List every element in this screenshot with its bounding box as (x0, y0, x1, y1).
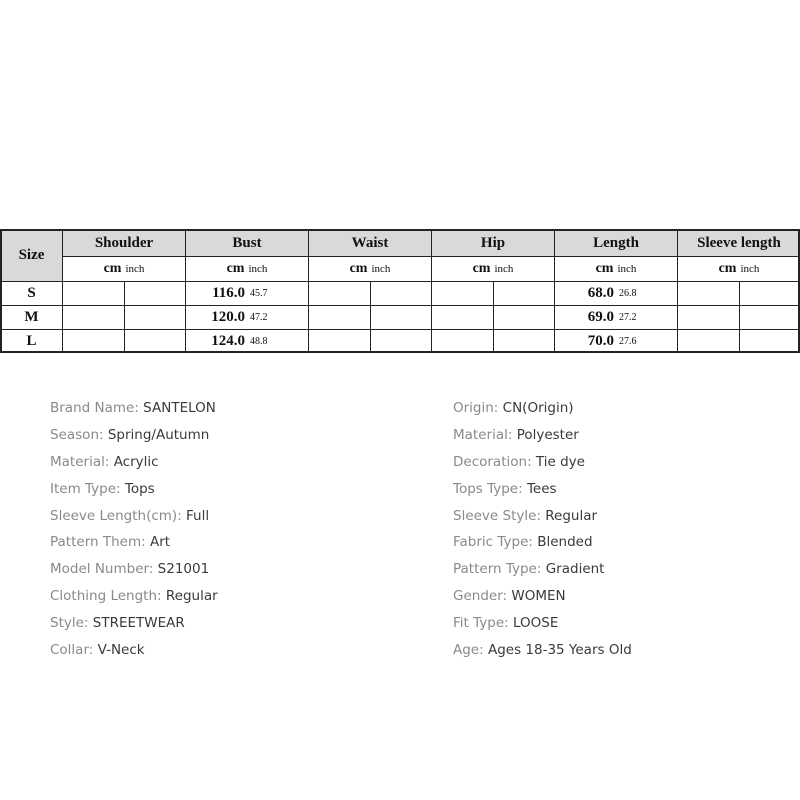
spec-value: CN(Origin) (502, 400, 574, 416)
spec-row (50, 638, 218, 665)
spec-row (50, 584, 218, 611)
spec-row (50, 396, 218, 423)
measurement-cm-cell (62, 281, 124, 305)
spec-label: Origin: (453, 400, 503, 416)
spec-value: Polyester (516, 426, 579, 443)
column-header-label: Hip (480, 234, 506, 251)
measurement-inch-cell (370, 281, 431, 305)
unit-header (554, 256, 677, 281)
spec-value: Spring/Autumn (107, 426, 210, 443)
spec-label: Sleeve Length(cm): (50, 507, 187, 524)
spec-label: Season: (50, 426, 108, 443)
spec-list-right (453, 396, 632, 665)
spec-row (50, 557, 218, 584)
size-cell (0, 281, 62, 305)
spec-row (50, 423, 218, 450)
spec-label: Fit Type: (453, 615, 513, 632)
measurement-cm-cell (554, 329, 616, 353)
measurement-cm-cell (185, 281, 247, 305)
measurement-cm-cell (62, 329, 124, 353)
measurement-inch-value: 48.8 (250, 336, 268, 347)
measurement-cm-cell (308, 281, 370, 305)
spec-row (453, 396, 632, 423)
unit-cm-label: cm (349, 261, 368, 276)
column-header-label: Shoulder (94, 234, 154, 251)
spec-row (453, 504, 632, 531)
spec-value: S21001 (157, 561, 210, 578)
unit-header (185, 256, 308, 281)
measurement-inch-cell (739, 281, 800, 305)
measurement-cm-cell (308, 305, 370, 329)
unit-inch-label: inch (125, 263, 145, 275)
spec-value: Gradient (545, 561, 605, 578)
spec-label: Gender: (453, 588, 512, 605)
spec-value: Ages 18-35 Years Old (487, 642, 632, 659)
spec-label: Material: (453, 426, 517, 443)
measurement-inch-cell (124, 329, 185, 353)
spec-label: Collar: (50, 642, 98, 659)
spec-value: SANTELON (143, 400, 216, 416)
spec-row (50, 611, 218, 638)
unit-cm-label: cm (718, 261, 737, 276)
spec-label: Material: (50, 453, 114, 470)
spec-row (453, 611, 632, 638)
column-header-label: Sleeve length (697, 234, 781, 251)
column-header-label: Length (593, 234, 639, 251)
spec-row (453, 638, 632, 665)
measurement-inch-cell (493, 305, 554, 329)
unit-inch-label: inch (494, 263, 514, 275)
measurement-inch-cell (247, 329, 308, 353)
unit-cm-label: cm (595, 261, 614, 276)
measurement-inch-cell (493, 329, 554, 353)
measurement-cm-cell (308, 329, 370, 353)
measurement-inch-cell (616, 305, 677, 329)
measurement-inch-cell (493, 281, 554, 305)
column-header-label: Waist (351, 234, 389, 251)
spec-value: Regular (545, 507, 598, 524)
spec-label: Clothing Length: (50, 588, 166, 605)
unit-header (431, 256, 554, 281)
measurement-inch-cell (124, 281, 185, 305)
spec-value: Full (186, 507, 210, 524)
spec-row (453, 584, 632, 611)
spec-value: LOOSE (512, 615, 559, 632)
measurement-cm-value: 69.0 (587, 309, 614, 325)
size-chart-table (0, 229, 800, 353)
spec-row (453, 557, 632, 584)
measurement-inch-value: 27.6 (619, 336, 637, 347)
measurement-cm-cell (431, 329, 493, 353)
measurement-cm-value: 70.0 (587, 333, 614, 349)
measurement-inch-cell (739, 329, 800, 353)
spec-label: Model Number: (50, 561, 158, 578)
measurement-cm-value: 120.0 (211, 309, 245, 325)
spec-row (453, 530, 632, 557)
measurement-inch-cell (247, 281, 308, 305)
unit-header (308, 256, 431, 281)
size-header-label: Size (18, 247, 45, 263)
measurement-cm-cell (677, 281, 739, 305)
measurement-cm-value: 116.0 (212, 285, 245, 301)
measurement-inch-cell (616, 281, 677, 305)
spec-label: Brand Name: (50, 400, 144, 416)
unit-inch-label: inch (740, 263, 760, 275)
measurement-inch-value: 27.2 (619, 312, 637, 323)
spec-label: Age: (453, 642, 488, 659)
spec-row (453, 477, 632, 504)
measurement-inch-cell (616, 329, 677, 353)
spec-label: Decoration: (453, 453, 536, 470)
measurement-inch-cell (124, 305, 185, 329)
measurement-cm-cell (554, 305, 616, 329)
measurement-cm-cell (185, 329, 247, 353)
measurement-cm-cell (554, 281, 616, 305)
measurement-cm-cell (431, 305, 493, 329)
spec-value: Regular (165, 588, 218, 605)
spec-value: Art (149, 534, 171, 551)
column-header (62, 229, 185, 256)
unit-inch-label: inch (248, 263, 268, 275)
spec-label: Pattern Type: (453, 561, 546, 578)
spec-value: STREETWEAR (92, 615, 185, 632)
measurement-cm-value: 124.0 (211, 333, 245, 349)
unit-cm-label: cm (103, 261, 122, 276)
column-header (185, 229, 308, 256)
spec-value: Blended (537, 534, 593, 551)
spec-row (50, 450, 218, 477)
spec-row (50, 477, 218, 504)
spec-label: Pattern Them: (50, 534, 150, 551)
column-header (554, 229, 677, 256)
measurement-inch-cell (370, 305, 431, 329)
spec-label: Sleeve Style: (453, 507, 546, 524)
unit-inch-label: inch (617, 263, 637, 275)
measurement-inch-value: 47.2 (250, 312, 268, 323)
spec-value: Tops (124, 480, 155, 497)
size-cell (0, 329, 62, 353)
spec-list-left (50, 396, 218, 665)
size-header-cell (0, 229, 62, 281)
measurement-cm-cell (185, 305, 247, 329)
unit-cm-label: cm (472, 261, 491, 276)
unit-header (677, 256, 800, 281)
measurement-cm-cell (677, 329, 739, 353)
measurement-inch-value: 26.8 (619, 288, 637, 299)
measurement-cm-value: 68.0 (587, 285, 614, 301)
size-label: S (27, 285, 36, 301)
unit-cm-label: cm (226, 261, 245, 276)
column-header (677, 229, 800, 256)
column-header (431, 229, 554, 256)
measurement-cm-cell (62, 305, 124, 329)
size-label: M (24, 309, 39, 325)
spec-value: Tees (526, 480, 557, 497)
measurement-inch-cell (739, 305, 800, 329)
measurement-cm-cell (431, 281, 493, 305)
spec-value: V-Neck (97, 642, 145, 659)
spec-row (453, 423, 632, 450)
spec-label: Item Type: (50, 480, 125, 497)
spec-label: Tops Type: (453, 480, 527, 497)
spec-row (50, 504, 218, 531)
spec-value: Tie dye (535, 453, 585, 470)
spec-value: WOMEN (511, 588, 566, 605)
spec-row (453, 450, 632, 477)
measurement-inch-cell (370, 329, 431, 353)
measurement-inch-cell (247, 305, 308, 329)
size-cell (0, 305, 62, 329)
unit-header (62, 256, 185, 281)
spec-row (50, 530, 218, 557)
spec-value: Acrylic (113, 453, 159, 470)
column-header-label: Bust (232, 234, 262, 251)
measurement-cm-cell (677, 305, 739, 329)
spec-label: Fabric Type: (453, 534, 538, 551)
size-label: L (26, 333, 37, 349)
column-header (308, 229, 431, 256)
measurement-inch-value: 45.7 (250, 288, 268, 299)
spec-label: Style: (50, 615, 93, 632)
unit-inch-label: inch (371, 263, 391, 275)
